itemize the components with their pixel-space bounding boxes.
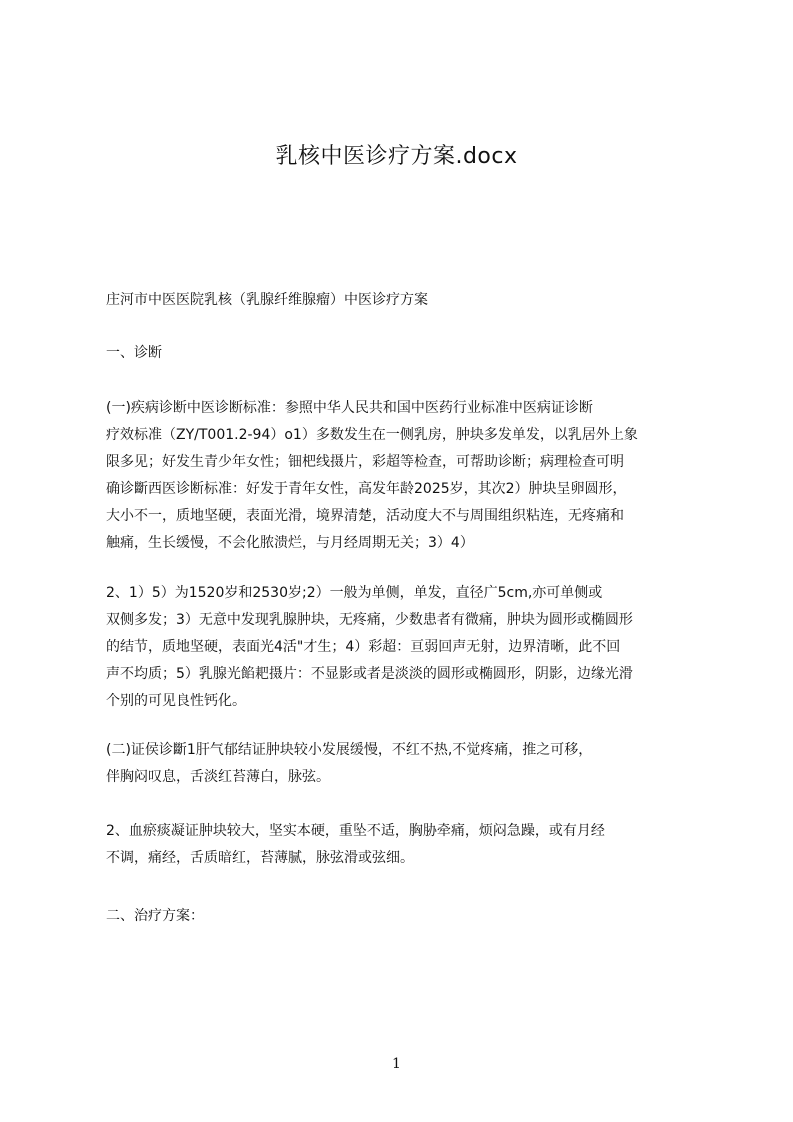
paragraph-western-criteria xyxy=(106,580,699,715)
text-line: 限多见；好发生青少年女性；钿杷线摄片，彩超等检查，可帮助诊断；病理检查可明 xyxy=(106,454,624,470)
paragraph-heading xyxy=(106,287,699,314)
text-line: 2、血瘀痰凝证肿块较大，坚实本硬，重坠不适，胸胁牵痛，烦闷急躁，或有月经 xyxy=(106,823,605,839)
paragraph-blood-stasis xyxy=(106,818,699,872)
section-heading-diagnosis xyxy=(106,340,699,367)
text-line: 庄河市中医医院乳核（乳腺纤维腺瘤）中医诊疗方案 xyxy=(106,292,428,308)
text-line: 确诊斷西医诊断标准：好发于青年女性，高发年龄2025岁，其次2）肿块呈卵圆形， xyxy=(106,481,627,497)
text-line: 触痛，生长缓慢，不会化脓溃烂，与月经周期无关；3）4） xyxy=(106,535,474,551)
text-line: (二)证侯诊斷1肝气郁结证肿块较小发展缓慢，不红不热,不觉疼痛，推之可移， xyxy=(106,742,593,758)
text-line: 大小不一，质地坚硬，表面光滑，境界清楚，活动度大不与周围组织粘连，无疼痛和 xyxy=(106,508,624,524)
text-line: 不调，痛经，舌质暗红，苔薄腻，脉弦滑或弦细。 xyxy=(106,850,414,866)
text-line: 一、诊断 xyxy=(106,345,162,361)
text-line: 疗效标准（ZY/T001.2-94）o1）多数发生在一侧乳房，肿块多发单发，以乳居外上象 xyxy=(106,427,638,443)
text-line: 2、1）5）为1520岁和2530岁;2）一般为单侧，单发，直径广5cm,亦可单侧或 xyxy=(106,585,603,601)
text-line: 个别的可见良性钙化。 xyxy=(106,693,246,709)
page-number: 1 xyxy=(392,1056,401,1072)
section-heading-treatment xyxy=(106,903,699,930)
text-line: 伴胸闷叹息，舌淡红苔薄白，脉弦。 xyxy=(106,769,330,785)
text-line: (一)疾病诊断中医诊断标准：参照中华人民共和国中医药行业标准中医病证诊断 xyxy=(106,400,593,416)
paragraph-disease-diagnosis xyxy=(106,395,699,557)
text-line: 二、治疗方案： xyxy=(106,908,204,924)
paragraph-syndrome-diagnosis xyxy=(106,737,699,791)
text-line: 的结节，质地坚硬，表面光4活"才生；4）彩超：亘弱回声无射，边界清晰，此不回 xyxy=(106,639,621,655)
document-title: 乳核中医诊疗方案.docx xyxy=(275,144,518,169)
text-line: 声不均质；5）乳腺光餡耙摄片：不显影或者是淡淡的圆形或椭圆形，阴影，边缘光滑 xyxy=(106,666,633,682)
text-line: 双侧多发；3）无意中发现乳腺肿块，无疼痛，少数患者有微痛，肿块为圆形或椭圆形 xyxy=(106,612,633,628)
